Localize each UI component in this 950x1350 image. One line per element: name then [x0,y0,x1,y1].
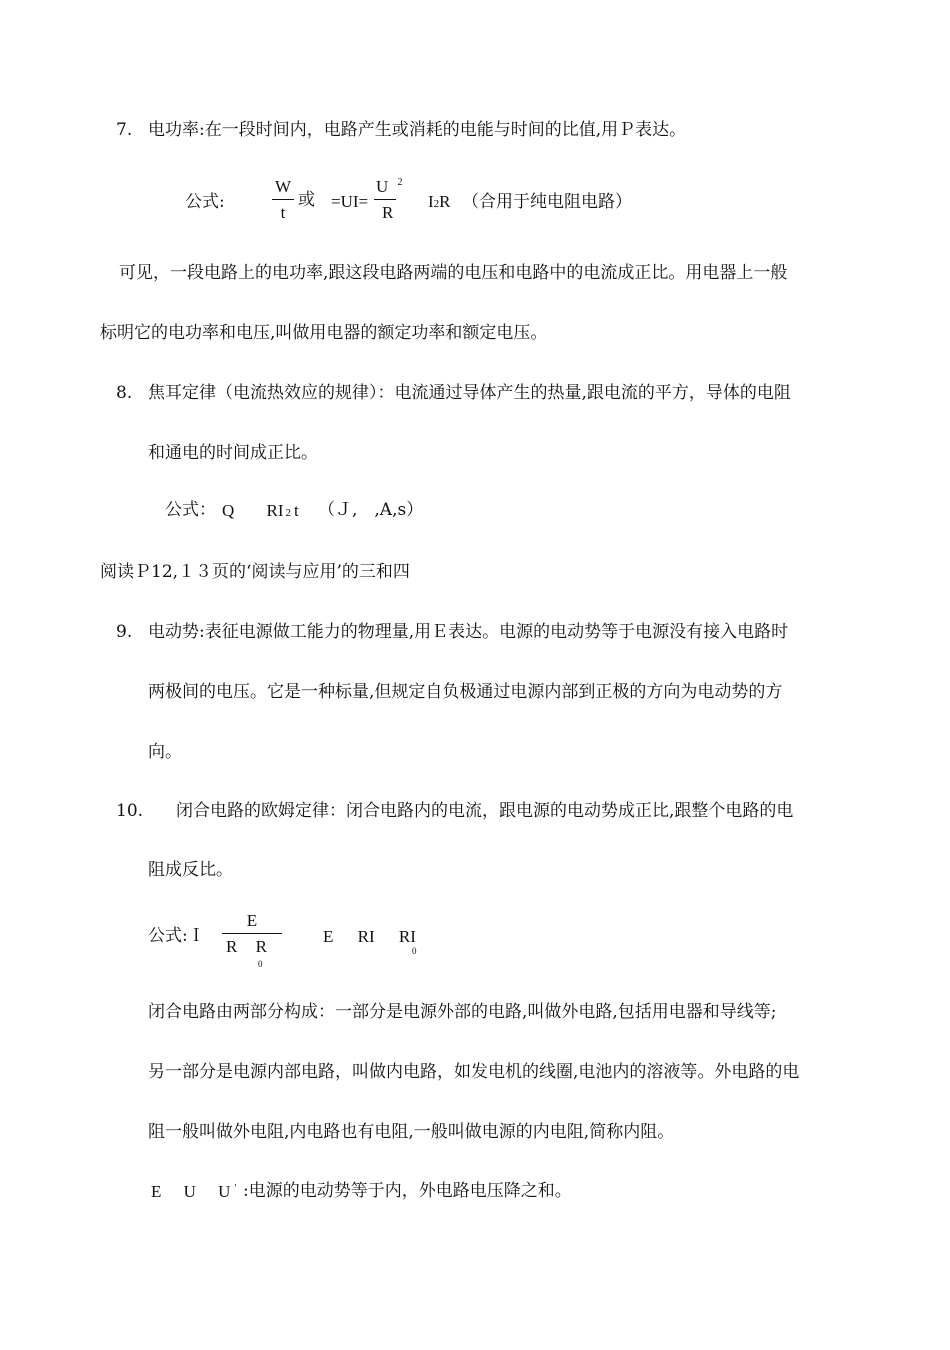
item-10-number: 10. [116,801,144,821]
fraction-u2-over-r [374,178,404,221]
reading-note: 阅读Ｐ12,１３页的‘阅读与应用’的三和四 [100,562,410,582]
u-symbol: U [183,1182,196,1201]
fraction-bar [374,199,396,200]
t-symbol: t [294,501,299,520]
u-symbol: U [376,177,389,196]
fraction-numerator [374,178,404,195]
fraction-numerator: E [246,911,258,930]
item-9-number: 9. [116,622,133,642]
fraction-denominator: t [280,203,286,222]
subscript-0: 0 [412,946,417,956]
q-symbol: Q [222,501,235,520]
equals-ui: =UI= [331,192,369,211]
i-symbol: I [428,192,434,211]
r-symbol: R [439,192,451,211]
fraction-w-over-t [272,178,294,221]
fraction-denominator [222,937,282,969]
paragraph-line: 阻一般叫做外电阻,内电路也有电阻,一般叫做电源的内电阻,简称内阻。 [148,1122,675,1142]
ri-symbol: RI [357,927,375,946]
ri-symbol: RI [266,501,284,520]
r-symbol: R [226,937,238,956]
formula-label: 公式:Ｉ [148,926,205,946]
subscript-0: 0 [258,959,263,969]
superscript-2: 2 [285,507,292,519]
r0-symbol: R [255,937,267,956]
emf-sum-equation [151,1183,236,1200]
paragraph-line: 闭合电路由两部分构成：一部分是电源外部的电路,叫做外电路,包括用电器和导线等; [148,1002,777,1022]
fraction-bar [272,199,294,200]
item-9-text: 电动势:表征电源做工能力的物理量,用Ｅ表达。电源的电动势等于电源没有接入电路时 [148,622,789,642]
or-word: 或 [298,190,315,210]
e-symbol: E [151,1182,162,1201]
formula-note: （合用于纯电阻电路） [462,192,632,212]
item-10-text: 闭合电路的欧姆定律：闭合电路内的电流，跟电源的电动势成正比,跟整个电路的电 [176,801,794,821]
emf-sum-text: :电源的电动势等于内，外电路电压降之和。 [243,1181,572,1201]
fraction-bar [222,933,282,934]
joule-formula [222,502,299,519]
item-9-text-cont: 两极间的电压。它是一种标量,但规定自负极通过电源内部到正极的方向为电动势的方 [148,682,783,702]
paragraph-line: 可见，一段电路上的电功率,跟这段电路两端的电压和电路中的电流成正比。用电器上一般 [119,263,788,283]
fraction-denominator: R [382,203,394,222]
fraction-e-over-r-plus-r0 [222,911,282,969]
i2r-expression [428,193,451,210]
formula-label: 公式： [165,500,216,520]
formula-label: 公式: [185,192,225,212]
item-7-number: 7. [116,120,133,140]
e-symbol: E [323,927,334,946]
item-8-number: 8. [116,383,133,403]
paragraph-line: 另一部分是电源内部电路，叫做内电路，如发电机的线圈,电池内的溶液等。外电路的电 [148,1062,800,1082]
superscript-2: 2 [397,177,403,188]
paragraph-line: 标明它的电功率和电压,叫做用电器的额定功率和额定电压。 [100,323,548,343]
item-8-text: 焦耳定律（电流热效应的规律）：电流通过导体产生的热量,跟电流的平方，导体的电阻 [148,383,791,403]
item-10-text-cont: 阻成反比。 [148,860,233,880]
emf-expression [323,928,416,945]
item-8-text-cont: 和通电的时间成正比。 [148,443,318,463]
item-7-text: 电功率:在一段时间内，电路产生或消耗的电能与时间的比值,用Ｐ表达。 [148,120,687,140]
i-symbol: I [410,927,416,946]
item-9-text-cont: 向。 [148,742,182,762]
u-prime-symbol: U [218,1182,231,1201]
formula-units: （Ｊ, ,A,s） [318,500,424,520]
fraction-numerator: W [274,177,292,196]
r0-symbol: R [398,927,411,946]
superscript-2: 2 [433,198,440,210]
prime-mark: ' [234,1183,237,1194]
